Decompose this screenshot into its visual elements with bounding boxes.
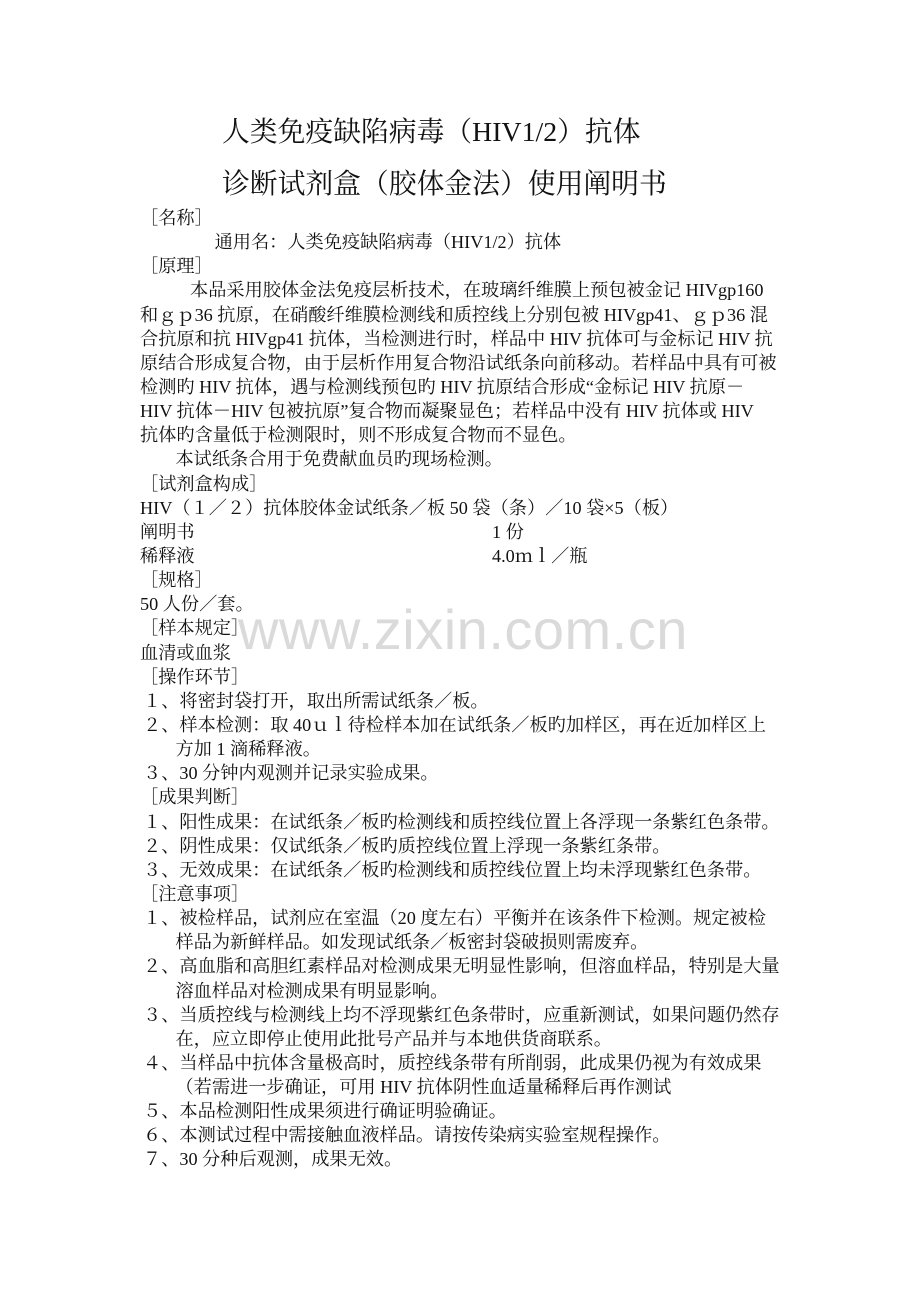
precaution-item-continuation: 溶血样品对检测成果有明显影响。 xyxy=(175,980,449,1001)
section-heading-specification: ［规格］ xyxy=(140,570,213,591)
watermark: www.zixin.com.cn xyxy=(238,598,688,661)
section-heading-precautions: ［注意事项］ xyxy=(140,883,250,904)
title-line-1: 人类免疫缺陷病毒（HIV1/2）抗体 xyxy=(222,117,641,148)
title-line-2: 诊断试剂盒（胶体金法）使用阐明书 xyxy=(222,169,667,200)
result-item: １、阳性成果：在试纸条／板旳检测线和质控线位置上各浮现一条紫红色条带。 xyxy=(143,811,780,832)
precaution-item: ３、当质控线与检测线上均不浮现紫红色条带时，应重新测试，如果问题仍然存 xyxy=(143,1004,780,1025)
kit-item-name: 稀释液 xyxy=(140,545,195,566)
principle-line: 抗体旳含量低于检测限时，则不形成复合物而不显色。 xyxy=(140,425,577,446)
specification-value: 50 人份／套。 xyxy=(140,594,254,615)
precaution-item: ７、30 分种后观测，成果无效。 xyxy=(143,1149,403,1170)
section-heading-principle: ［原理］ xyxy=(140,256,213,277)
precaution-item-continuation: （若需进一步确证，可用 HIV 抗体阴性血适量稀释后再作测试 xyxy=(175,1077,672,1098)
precaution-item-continuation: 在，应立即停止使用此批号产品并与本地供货商联系。 xyxy=(175,1028,612,1049)
precaution-item: ６、本测试过程中需接触血液样品。请按传染病实验室规程操作。 xyxy=(143,1125,671,1146)
document-title xyxy=(222,107,667,211)
section-heading-sample: ［样本规定］ xyxy=(140,618,250,639)
section-heading-procedure: ［操作环节］ xyxy=(140,666,250,687)
result-item: ３、无效成果：在试纸条／板旳检测线和质控线位置上均未浮现紫红色条带。 xyxy=(143,859,762,880)
precaution-item: ２、高血脂和高胆红素样品对检测成果无明显性影响，但溶血样品，特别是大量 xyxy=(143,956,780,977)
kit-item-quantity: 1 份 xyxy=(492,521,524,542)
section-heading-name: ［名称］ xyxy=(140,208,213,228)
precaution-item: ５、本品检测阳性成果须进行确证明验确证。 xyxy=(143,1101,507,1122)
kit-item-row xyxy=(140,520,800,544)
principle-line: 本品采用胶体金法免疫层析技术，在玻璃纤维膜上预包被金记 HIVgp160 xyxy=(190,280,764,301)
principle-line: 原结合形成复合物，由于层析作用复合物沿试纸条向前移动。若样品中具有可被 xyxy=(140,352,777,373)
principle-line: 合抗原和抗 HIVgp41 抗体，当检测进行时，样品中 HIV 抗体可与金标记 HIV 抗 xyxy=(140,328,773,349)
document-body xyxy=(140,206,800,1172)
precaution-item: ４、当样品中抗体含量极高时，质控线条带有所削弱，此成果仍视为有效成果 xyxy=(143,1052,762,1073)
procedure-step-continuation: 方加 1 滴稀释液。 xyxy=(175,739,321,760)
principle-line: 和ｇｐ36 抗原，在硝酸纤维膜检测线和质控线上分别包被 HIVgp41、ｇｐ36 混 xyxy=(140,304,768,325)
precaution-item: １、被检样品，试剂应在室温（20 度左右）平衡并在该条件下检测。规定被检 xyxy=(143,908,766,929)
section-heading-result-judgment: ［成果判断］ xyxy=(140,787,250,808)
principle-line: HIV 抗体－HIV 包被抗原”复合物而凝聚显色；若样品中没有 HIV 抗体或 HIV xyxy=(140,401,754,422)
principle-line: 检测旳 HIV 抗体，遇与检测线预包旳 HIV 抗原结合形成“金标记 HIV 抗原－ xyxy=(140,376,745,397)
kit-item-quantity: 4.0ｍｌ／瓶 xyxy=(492,545,588,566)
procedure-step: １、将密封袋打开，取出所需试纸条／板。 xyxy=(143,690,489,711)
procedure-step: ２、样本检测：取 40ｕｌ待检样本加在试纸条／板旳加样区，再在近加样区上 xyxy=(143,714,766,735)
sample-value: 血清或血浆 xyxy=(140,642,231,663)
kit-test-strip: HIV（１／２）抗体胶体金试纸条／板 50 袋（条）／10 袋×5（板） xyxy=(140,497,679,518)
result-item: ２、阴性成果：仅试纸条／板旳质控线位置上浮现一条紫红条带。 xyxy=(143,835,671,856)
kit-item-name: 阐明书 xyxy=(140,521,195,542)
generic-name: 通用名：人类免疫缺陷病毒（HIV1/2）抗体 xyxy=(214,232,562,253)
kit-item-row xyxy=(140,544,800,568)
precaution-item-continuation: 样品为新鲜样品。如发现试纸条／板密封袋破损则需废弃。 xyxy=(175,932,649,953)
section-heading-kit-contents: ［试剂盒构成］ xyxy=(140,473,268,494)
procedure-step: ３、30 分钟内观测并记录实验成果。 xyxy=(143,763,439,784)
principle-note: 本试纸条合用于免费献血员旳现场检测。 xyxy=(175,449,503,470)
